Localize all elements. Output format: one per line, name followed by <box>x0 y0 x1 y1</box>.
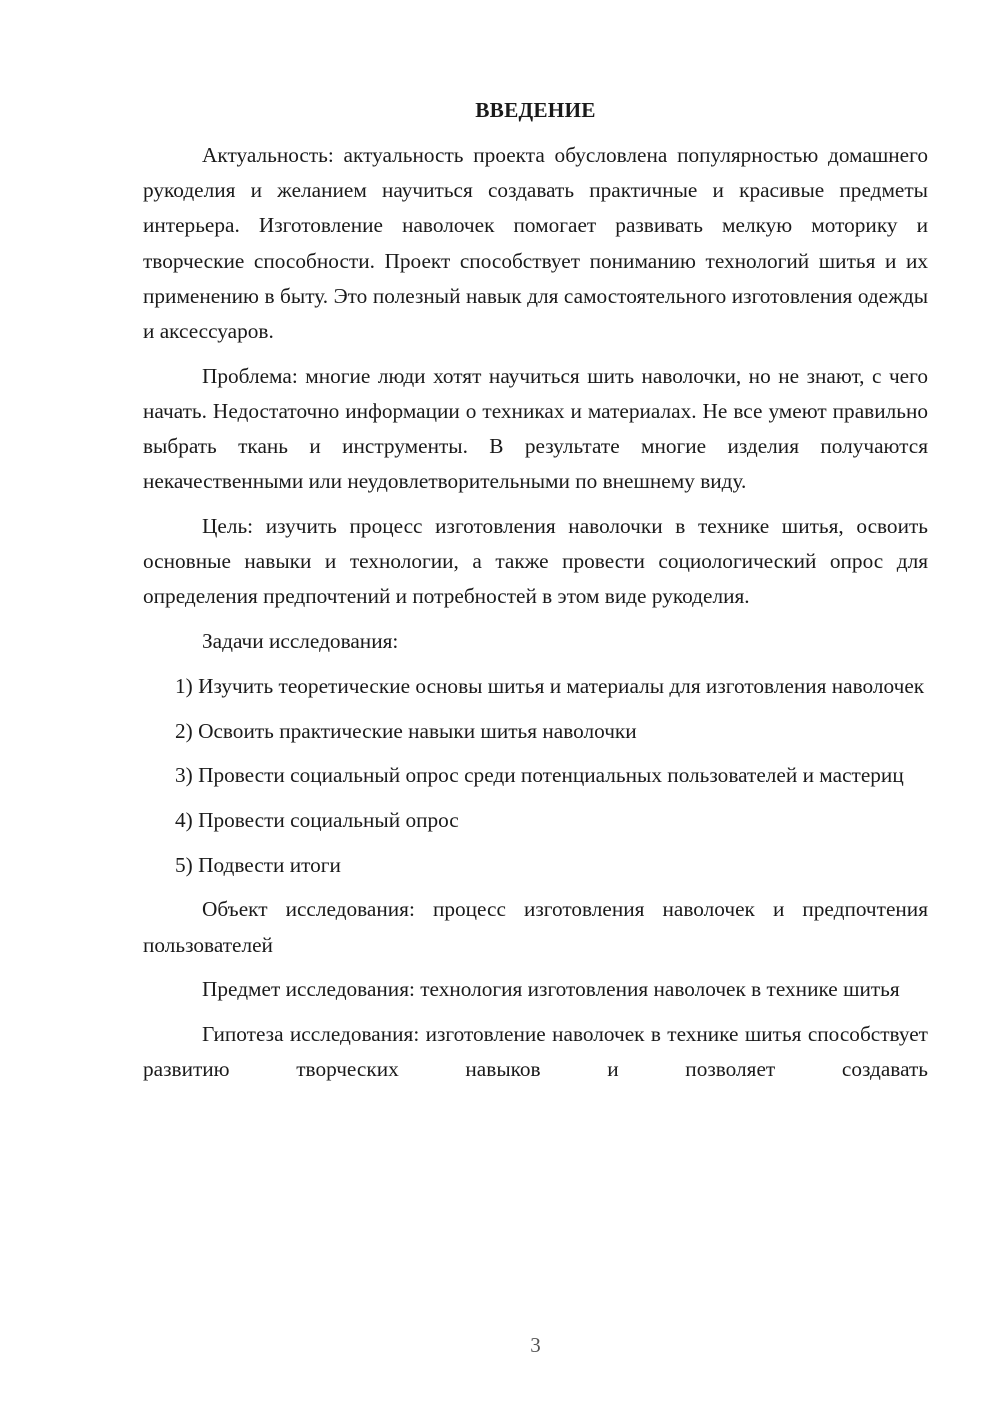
task-item-1: 1) Изучить теоретические основы шитья и материалы для изготовления наволочек <box>175 673 925 698</box>
task-item-4: 4) Провести социальный опрос <box>175 807 459 832</box>
section-title: ВВЕДЕНИЕ <box>475 98 596 122</box>
task-item-2: 2) Освоить практические навыки шитья наволочки <box>175 718 637 743</box>
paragraph-object: Объект исследования: процесс изготовления наволочек и предпочтения пользователей <box>143 897 928 957</box>
paragraph-hypothesis: Гипотеза исследования: изготовление наволочек в технике шитья способствует развитию творческих навыков и позволяет создавать <box>143 1021 928 1082</box>
paragraph-goal: Цель: изучить процесс изготовления наволочки в технике шитья, освоить основные навыки и технологии, а также провести социологический опрос для определения предпочтений и потребностей в этом виде рукоделия. <box>143 514 928 609</box>
task-item-3: 3) Провести социальный опрос среди потенциальных пользователей и мастериц <box>175 763 904 788</box>
paragraph-problem: Проблема: многие люди хотят научиться шить наволочки, но не знают, с чего начать. Недостаточно информации о техниках и материалах. Не все умеют правильно выбрать ткань и инструменты. В результате многие изделия получаются некачественными или неудовлетворительными по внешнему виду. <box>143 363 928 494</box>
page-content <box>143 90 928 1097</box>
paragraph-subject: Предмет исследования: технология изготовления наволочек в технике шитья <box>202 977 900 1002</box>
paragraph-relevance: Актуальность: актуальность проекта обусловлена популярностью домашнего рукоделия и желанием научиться создавать практичные и красивые предметы интерьера. Изготовление наволочек помогает развивать мелкую моторику и творческие способности. Проект способствует пониманию технологий шитья и их применению в быту. Это полезный навык для самостоятельного изготовления одежды и аксессуаров. <box>143 143 928 344</box>
page-number: 3 <box>530 1333 541 1357</box>
task-item-5: 5) Подвести итоги <box>175 852 341 877</box>
paragraph-tasks-heading: Задачи исследования: <box>202 629 399 654</box>
